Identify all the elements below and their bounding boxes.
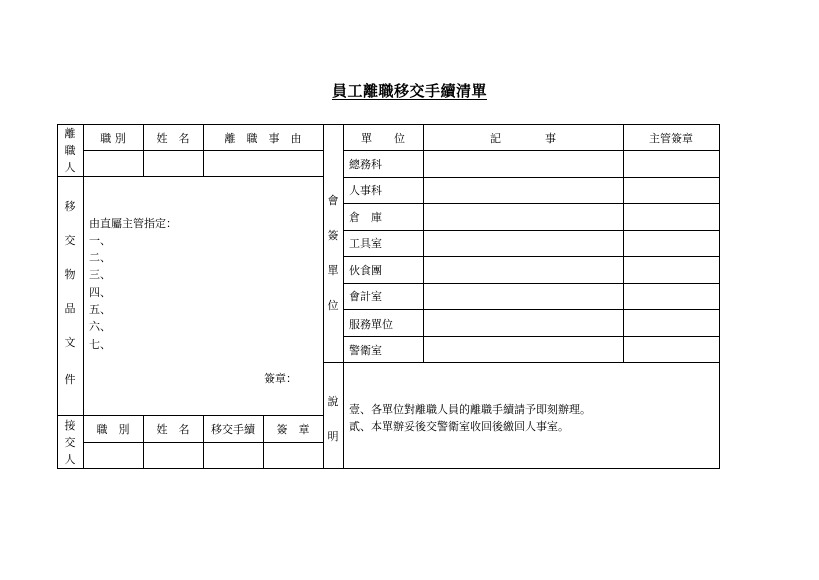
- handover-assign-text: 由直屬主管指定：: [89, 217, 177, 230]
- unit-personnel: 人事科: [349, 184, 382, 197]
- resigned-name-field[interactable]: [144, 151, 203, 176]
- receiver-seal-field[interactable]: [264, 443, 323, 468]
- handover-item: 一、: [89, 234, 111, 247]
- resigned-side-label: 離 職 人: [64, 127, 76, 174]
- unit-general-affairs: 總務科: [349, 158, 382, 171]
- unit-tool-room: 工具室: [349, 237, 382, 250]
- receiver-name-field[interactable]: [144, 443, 203, 468]
- supervisor-seal-field[interactable]: [624, 231, 719, 256]
- handover-item: 三、: [89, 268, 111, 281]
- notes-side-label: 說 明: [327, 395, 339, 443]
- receiver-header-name: 姓 名: [156, 423, 190, 436]
- resigned-header-reason: 離 職 事 由: [224, 132, 302, 145]
- record-field[interactable]: [424, 178, 623, 203]
- receiver-header-procedure: 移交手續: [211, 423, 255, 436]
- supervisor-seal-field[interactable]: [624, 178, 719, 203]
- supervisor-seal-field[interactable]: [624, 204, 719, 230]
- unit-security: 警衛室: [349, 344, 382, 357]
- handover-item: 二、: [89, 251, 111, 264]
- record-field[interactable]: [424, 310, 623, 336]
- record-field[interactable]: [424, 257, 623, 283]
- record-field[interactable]: [424, 204, 623, 230]
- resigned-header-title: 職 別: [100, 132, 126, 145]
- page-title: 員工離職移交手續清單: [331, 82, 487, 100]
- unit-warehouse: 倉 庫: [349, 211, 382, 224]
- handover-item: 四、: [89, 286, 111, 299]
- receiver-side-label: 接 交 人: [64, 419, 76, 466]
- unit-service: 服務單位: [349, 318, 393, 331]
- handover-seal-label: 簽章：: [264, 372, 297, 385]
- handover-item: 五、: [89, 303, 111, 316]
- handover-item: 七、: [89, 338, 111, 351]
- handover-item: 六、: [89, 320, 111, 333]
- supervisor-seal-field[interactable]: [624, 151, 719, 177]
- header-unit: 單 位: [361, 132, 405, 145]
- note-line-2: 貳、本單辦妥後交警衛室收回後繳回人事室。: [349, 420, 569, 433]
- record-field[interactable]: [424, 337, 623, 362]
- record-field[interactable]: [424, 231, 623, 256]
- resigned-header-name: 姓 名: [156, 132, 190, 145]
- handover-side-label: 移 交 物 品 文 件: [64, 200, 76, 386]
- resigned-title-field[interactable]: [84, 151, 143, 176]
- receiver-title-field[interactable]: [84, 443, 143, 468]
- supervisor-seal-field[interactable]: [624, 257, 719, 283]
- supervisor-seal-field[interactable]: [624, 337, 719, 362]
- receiver-header-seal: 簽 章: [276, 423, 310, 436]
- supervisor-seal-field[interactable]: [624, 310, 719, 336]
- sign-units-side-label: 會 簽 單 位: [327, 194, 339, 312]
- record-field[interactable]: [424, 151, 623, 177]
- record-field[interactable]: [424, 284, 623, 309]
- header-supervisor-seal: 主管簽章: [649, 132, 693, 145]
- resigned-reason-field[interactable]: [204, 151, 323, 176]
- receiver-procedure-field[interactable]: [204, 443, 263, 468]
- note-line-1: 壹、各單位對離職人員的離職手續請予即刻辦理。: [349, 403, 591, 416]
- unit-accounting: 會計室: [349, 290, 382, 303]
- receiver-header-title: 職 別: [96, 423, 130, 436]
- supervisor-seal-field[interactable]: [624, 284, 719, 309]
- handover-items-area[interactable]: [84, 177, 323, 415]
- header-record: 記 事: [490, 132, 556, 145]
- unit-canteen: 伙食團: [349, 264, 382, 277]
